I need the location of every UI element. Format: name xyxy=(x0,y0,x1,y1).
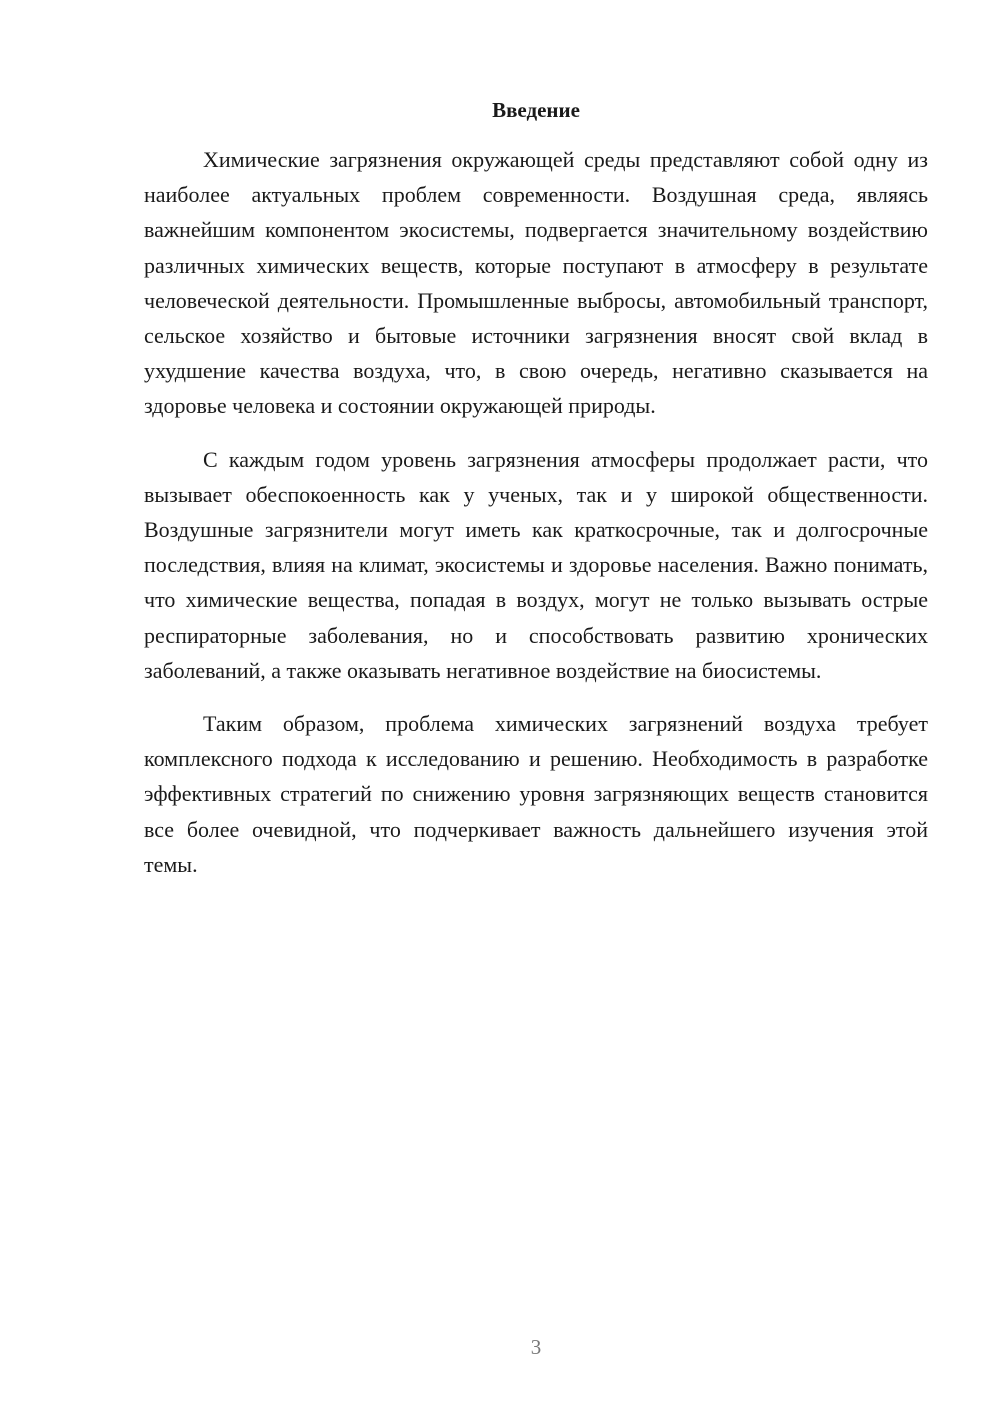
paragraph-1: Химические загрязнения окружающей среды представляют собой одну из наиболее актуальных проблем современности. Воздушная среда, являясь важнейшим компонентом экосистемы, подвергается значительному воздействию различных химических веществ, которые поступают в атмосферу в результате человеческой деятельности. Промышленные выбросы, автомобильный транспорт, сельское хозяйство и бытовые источники загрязнения вносят свой вклад в ухудшение качества воздуха, что, в свою очередь, негативно сказывается на здоровье человека и состоянии окружающей природы. xyxy=(144,147,928,419)
paragraph-3: Таким образом, проблема химических загрязнений воздуха требует комплексного подхода к исследованию и решению. Необходимость в разработке эффективных стратегий по снижению уровня загрязняющих веществ становится все более очевидной, что подчеркивает важность дальнейшего изучения этой темы. xyxy=(144,711,928,877)
body-text xyxy=(144,142,928,900)
paragraph-2: С каждым годом уровень загрязнения атмосферы продолжает расти, что вызывает обеспокоенность как у ученых, так и у широкой общественности. Воздушные загрязнители могут иметь как краткосрочные, так и долгосрочные последствия, влияя на климат, экосистемы и здоровье населения. Важно понимать, что химические вещества, попадая в воздух, могут не только вызывать острые респираторные заболевания, но и способствовать развитию хронических заболеваний, а также оказывать негативное воздействие на биосистемы. xyxy=(144,446,928,683)
page-number: 3 xyxy=(530,1335,542,1359)
section-title: Введение xyxy=(492,98,580,122)
